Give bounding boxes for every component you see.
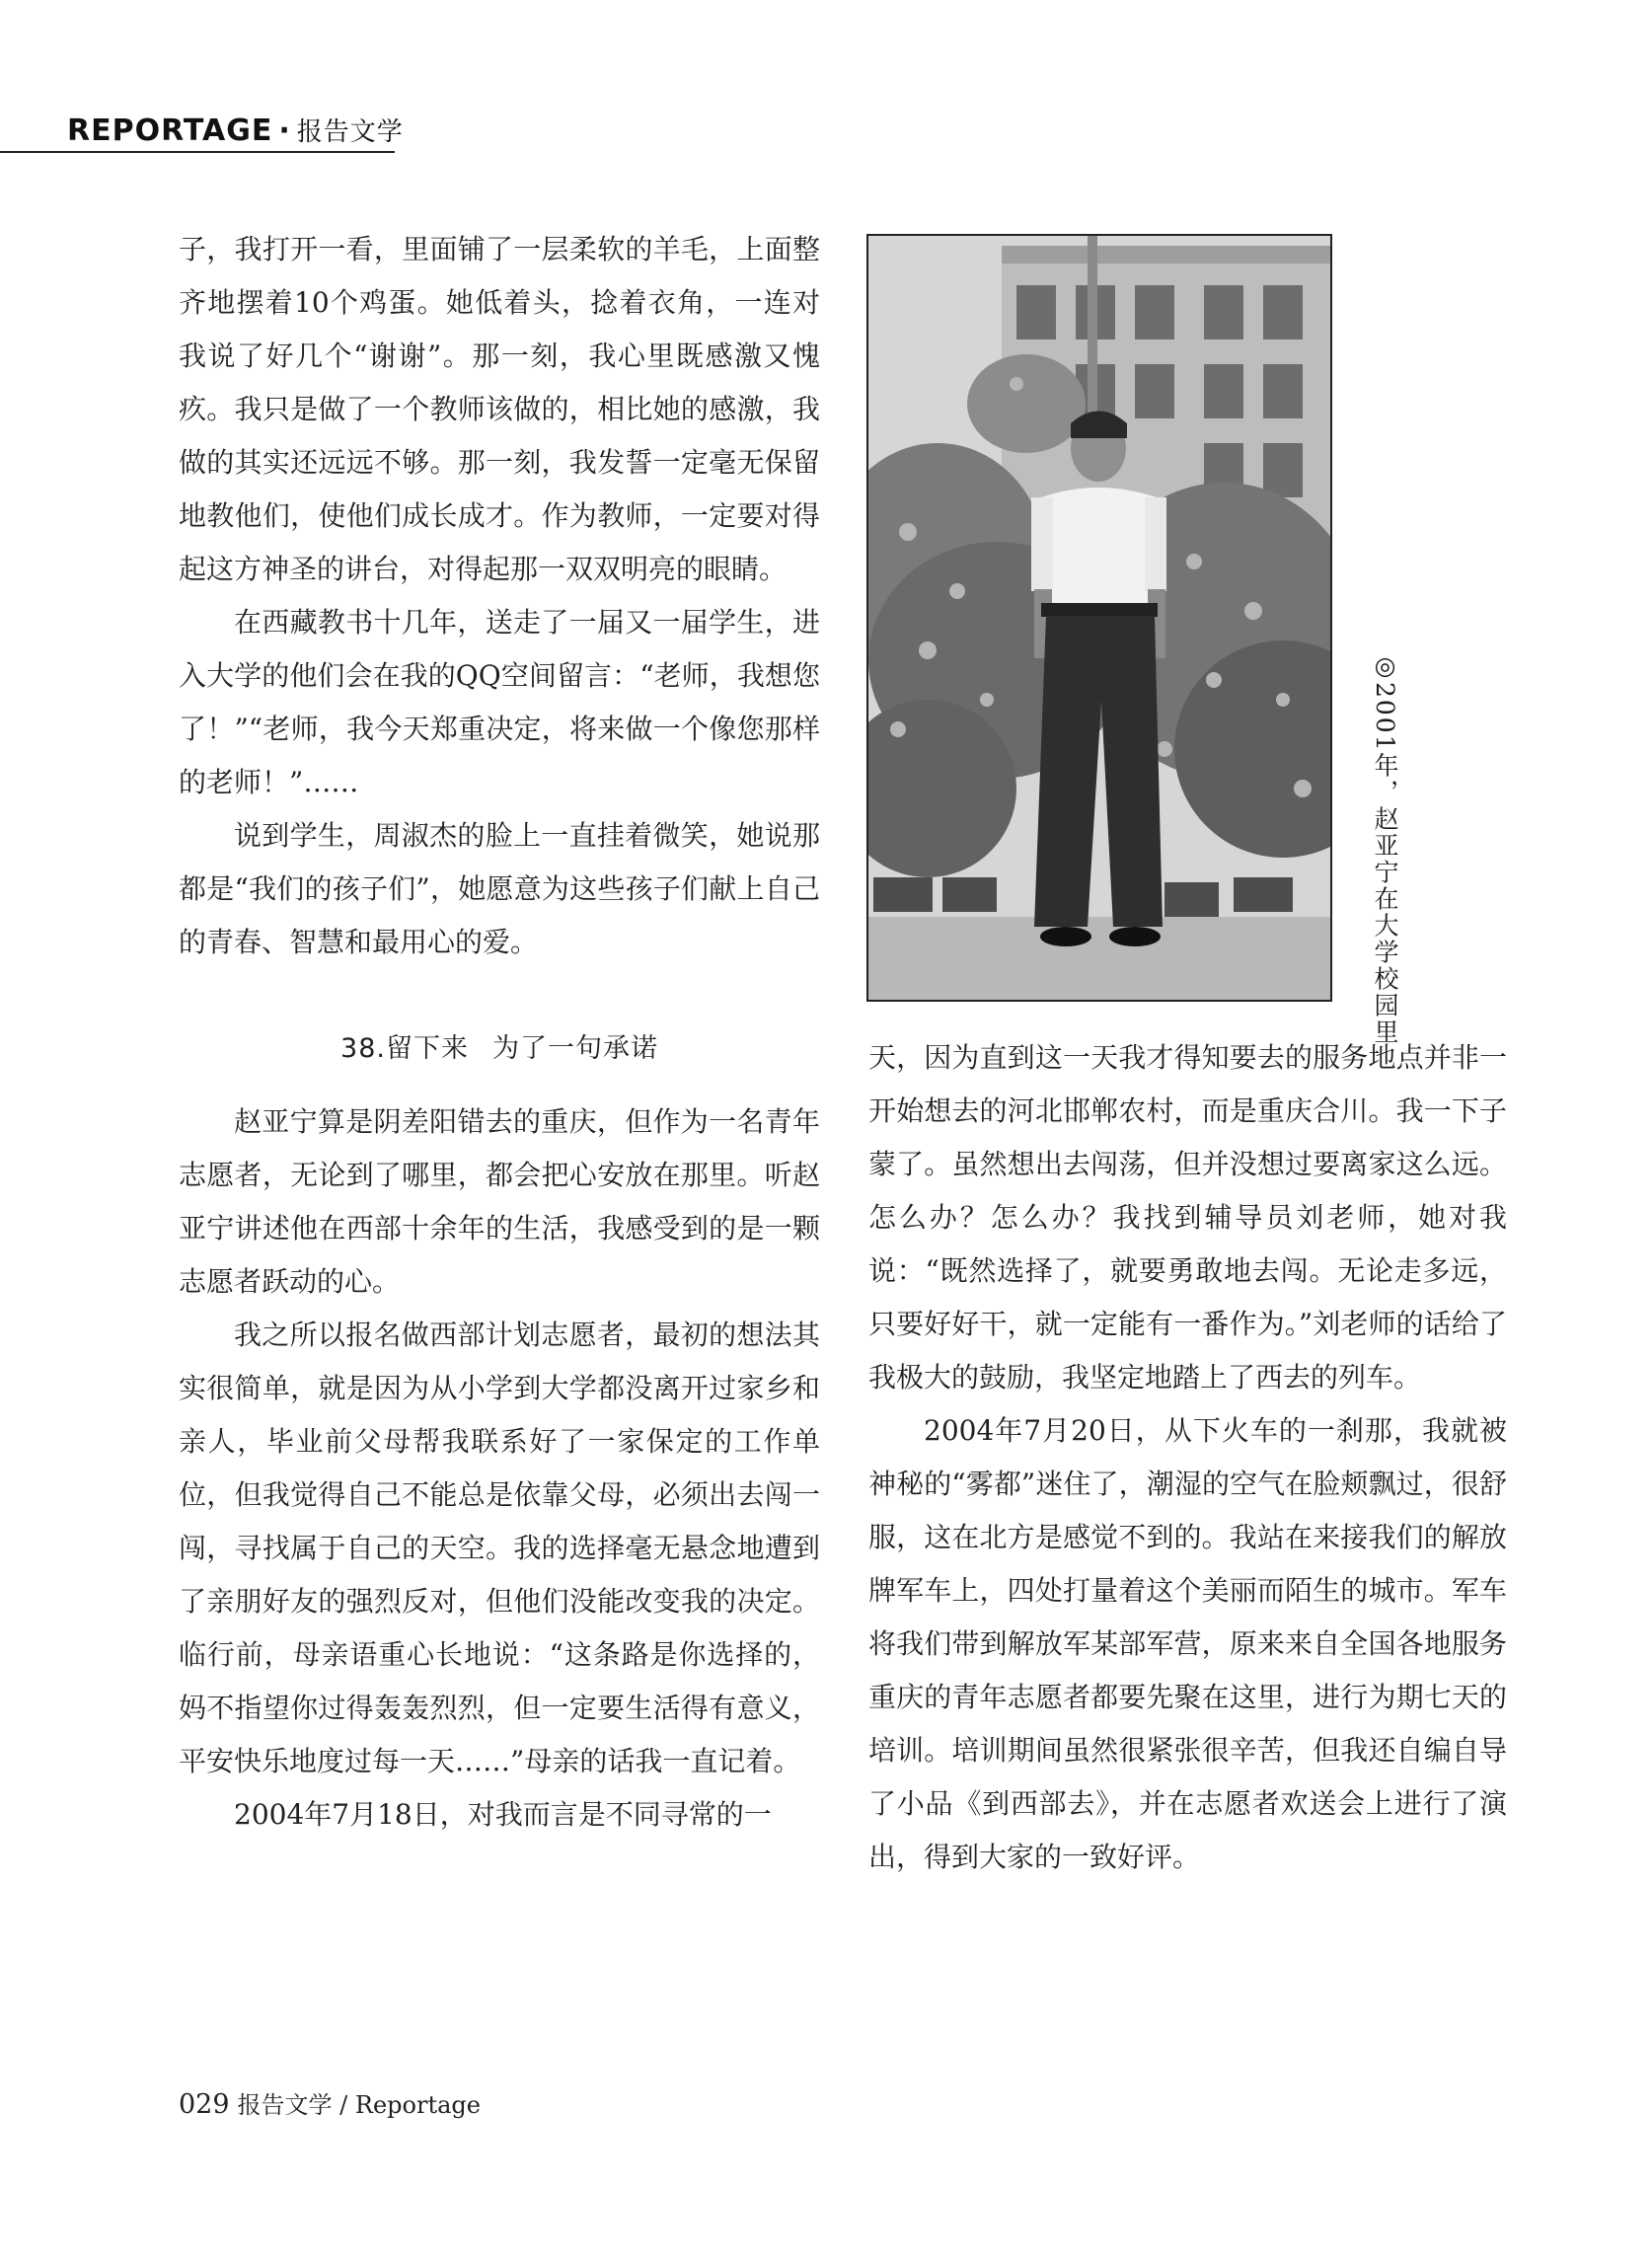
paragraph: 在西藏教书十几年，送走了一届又一届学生，进入大学的他们会在我的QQ空间留言：“老师，我想您了！”“老师，我今天郑重决定，将来做一个像您那样的老师！”…… [179, 606, 820, 798]
left-text-column [179, 223, 820, 1842]
header-title-group [67, 113, 404, 150]
paragraph: 说到学生，周淑杰的脸上一直挂着微笑，她说那都是“我们的孩子们”，她愿意为这些孩子们献上自己的青春、智慧和最用心的爱。 [179, 819, 820, 958]
paragraph: 天，因为直到这一天我才得知要去的服务地点并非一开始想去的河北邯郸农村，而是重庆合川。我一下子蒙了。虽然想出去闯荡，但并没想过要离家这么远。怎么办？怎么办？我找到辅导员刘老师，她对我说：“既然选择了，就要勇敢地去闯。无论走多远，只要好好干，就一定能有一番作为。”刘老师的话给了我极大的鼓励，我坚定地踏上了西去的列车。 [868, 1041, 1507, 1394]
right-text-column [868, 1031, 1507, 1884]
paragraph: 我之所以报名做西部计划志愿者，最初的想法其实很简单，就是因为从小学到大学都没离开过家乡和亲人，毕业前父母帮我联系好了一家保定的工作单位，但我觉得自己不能总是依靠父母，必须出去闯一闯，寻找属于自己的天空。我的选择毫无悬念地遭到了亲朋好友的强烈反对，但他们没能改变我的决定。临行前，母亲语重心长地说：“这条路是你选择的，妈不指望你过得轰轰烈烈，但一定要生活得有意义，平安快乐地度过每一天……”母亲的话我一直记着。 [179, 1319, 820, 1777]
section-name: 报告文学 [296, 117, 404, 147]
magazine-title: REPORTAGE [67, 113, 273, 148]
paragraph: 2004年7月18日，对我而言是不同寻常的一 [234, 1798, 772, 1831]
section-heading-text: 为了一句承诺 [491, 1033, 658, 1064]
photo-caption: ◎2001年，赵亚宁在大学校园里 [1371, 651, 1399, 1046]
header-separator: · [278, 113, 291, 148]
paragraph: 赵亚宁算是阴差阳错去的重庆，但作为一名青年志愿者，无论到了哪里，都会把心安放在那里。听赵亚宁讲述他在西部十余年的生活，我感受到的是一颗志愿者跃动的心。 [179, 1105, 820, 1298]
page-number: 029 [179, 2089, 230, 2120]
paragraph: 子，我打开一看，里面铺了一层柔软的羊毛，上面整齐地摆着10个鸡蛋。她低着头，捻着衣角，一连对我说了好几个“谢谢”。那一刻，我心里既感激又愧疚。我只是做了一个教师该做的，相比她的感激，我做的其实还远远不够。那一刻，我发誓一定毫无保留地教他们，使他们成长成才。作为教师，一定要对得起这方神圣的讲台，对得起那一双双明亮的眼睛。 [179, 233, 820, 585]
footer-label: 报告文学 / Reportage [237, 2091, 481, 2119]
section-heading-number: 38.留下来 [340, 1033, 469, 1064]
page-footer [179, 2085, 481, 2120]
portrait-photo [866, 234, 1332, 1002]
paragraph: 2004年7月20日，从下火车的一刹那，我就被神秘的“雾都”迷住了，潮湿的空气在脸颊飘过，很舒服，这在北方是感觉不到的。我站在来接我们的解放牌军车上，四处打量着这个美丽而陌生的城市。军车将我们带到解放军某部军营，原来来自全国各地服务重庆的青年志愿者都要先聚在这里，进行为期七天的培训。培训期间虽然很紧张很辛苦，但我还自编自导了小品《到西部去》，并在志愿者欢送会上进行了演出，得到大家的一致好评。 [868, 1414, 1507, 1873]
header-rule [0, 151, 395, 153]
running-header [0, 113, 405, 153]
section-heading [179, 1022, 820, 1076]
